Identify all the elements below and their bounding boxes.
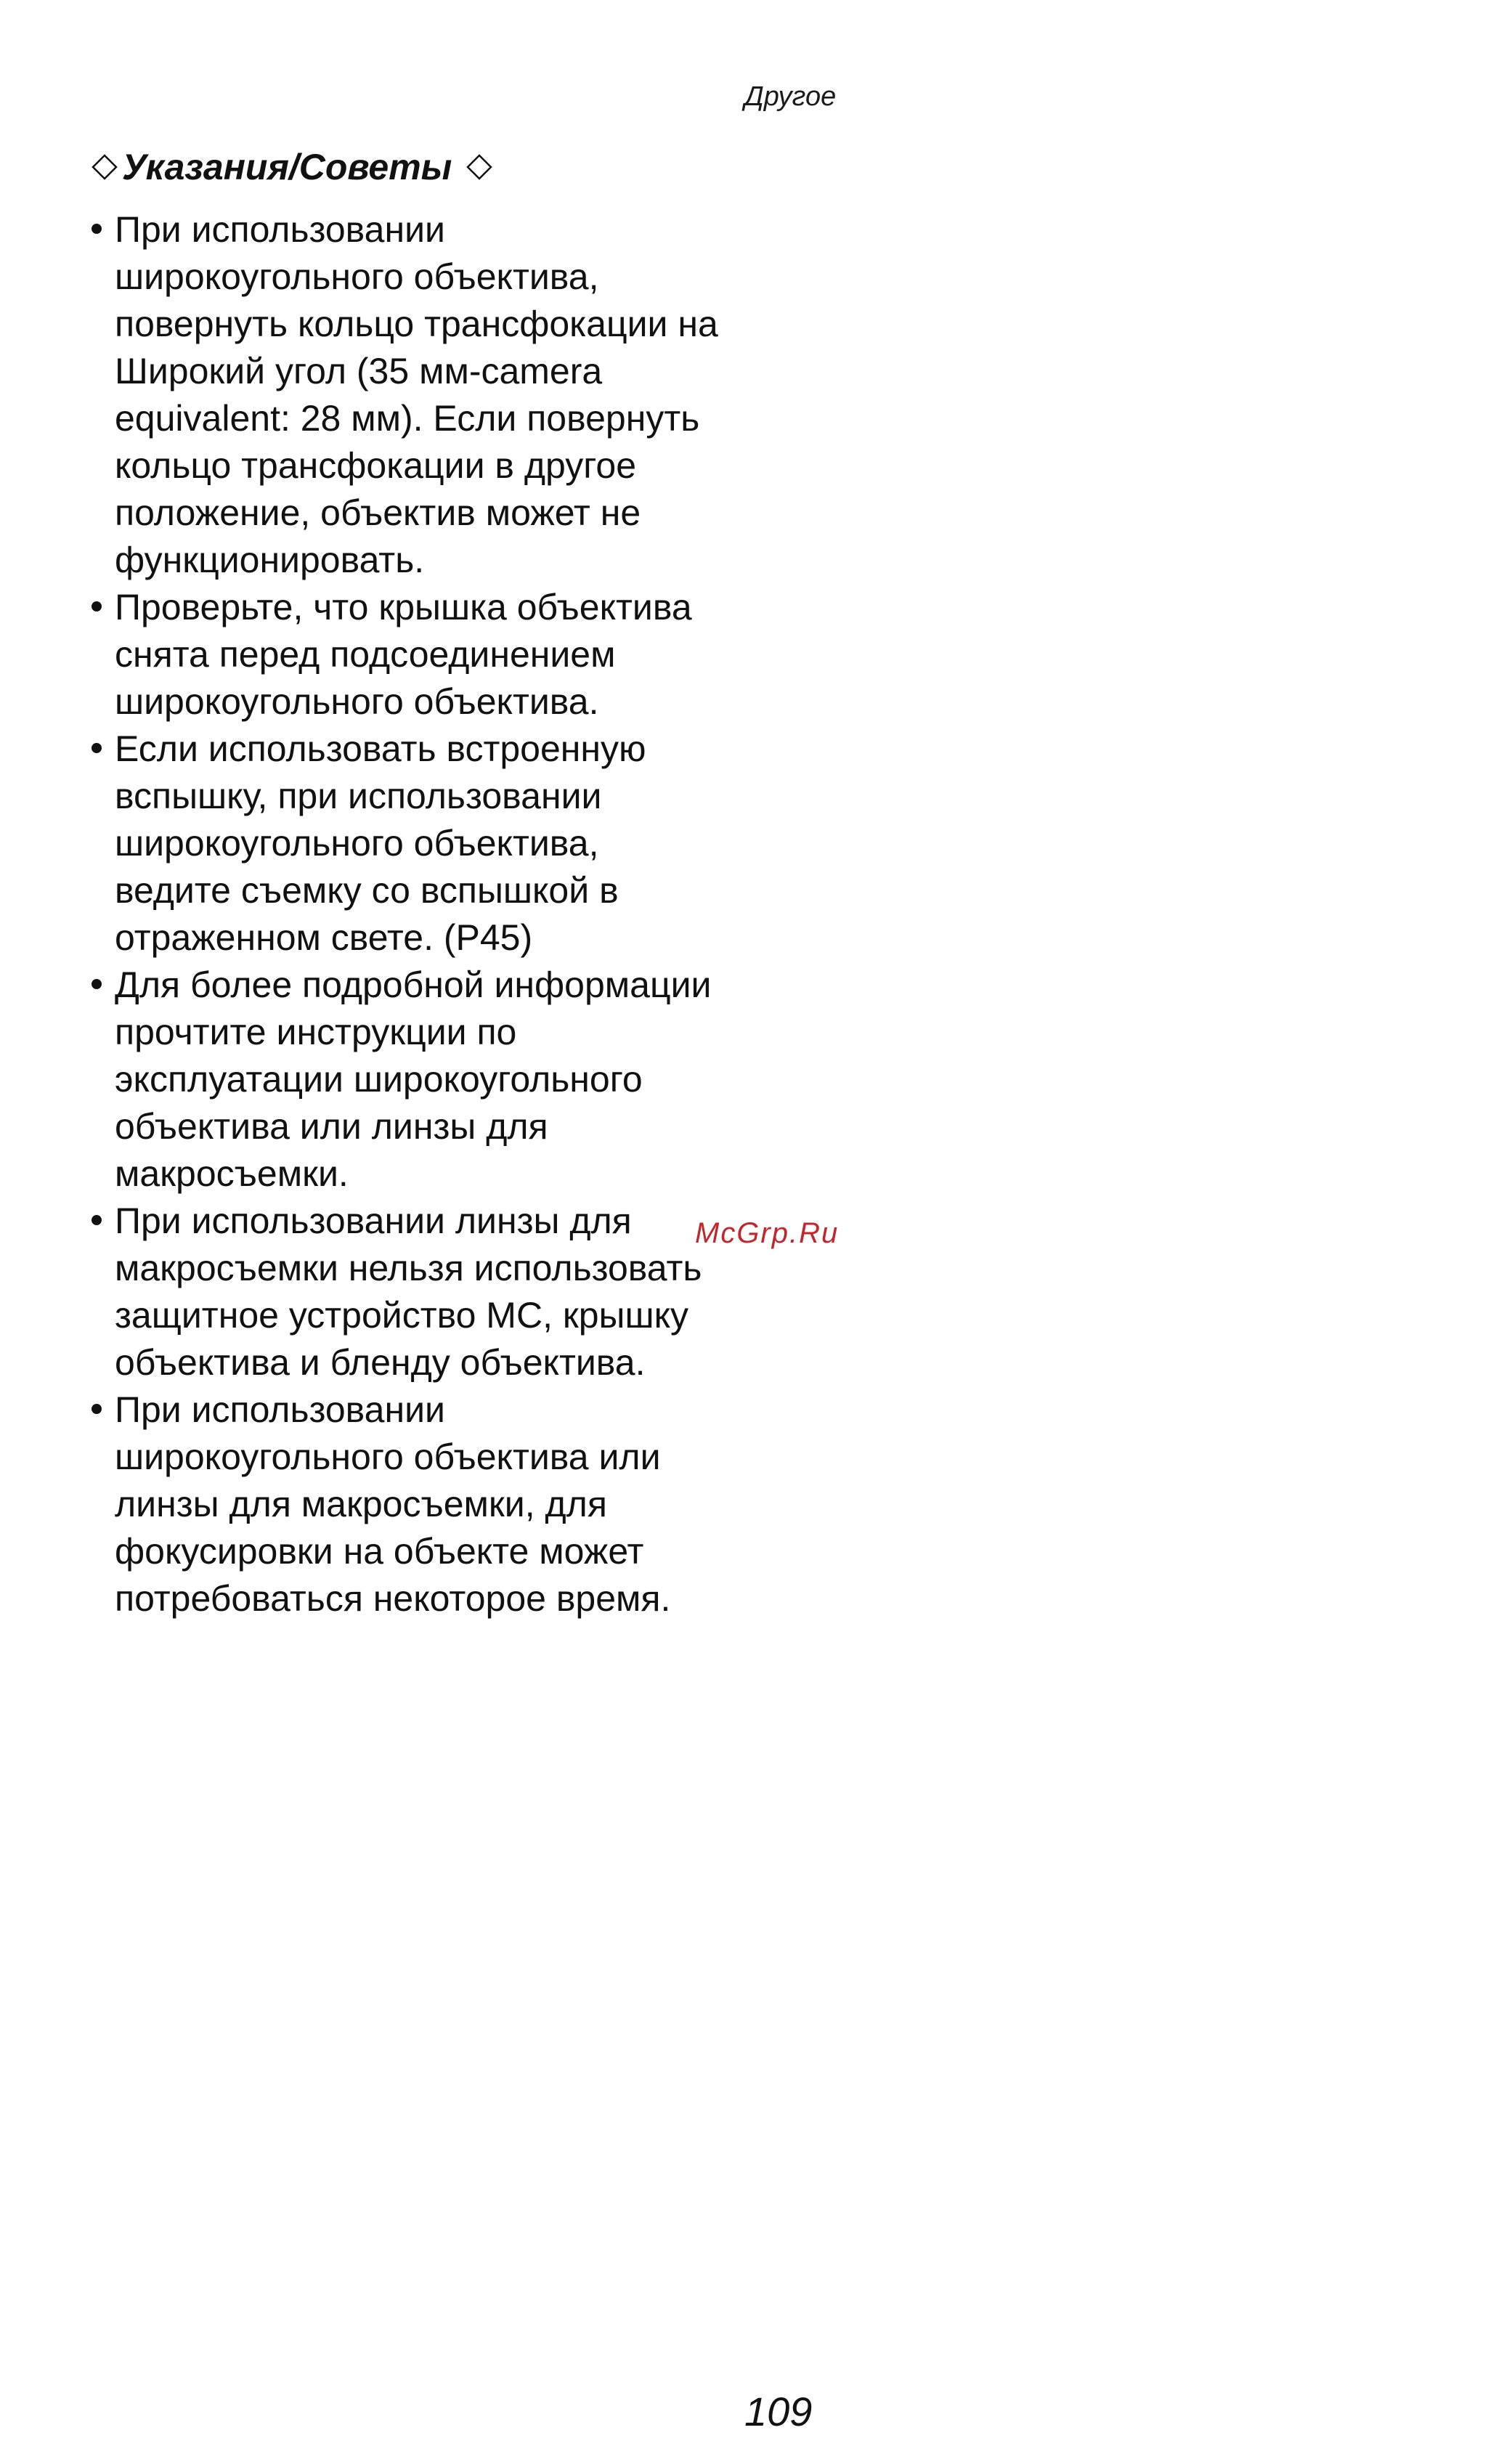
page-number: 109 — [744, 2389, 813, 2434]
tip-line: потребоваться некоторое время. — [115, 1578, 671, 1619]
watermark-text: McGrp.Ru — [695, 1217, 840, 1249]
tip-item — [86, 1198, 797, 1386]
tip-line: широкоугольного объектива, — [115, 256, 599, 297]
bullet-icon — [92, 979, 102, 989]
tip-line: отраженном свете. (P45) — [115, 917, 533, 958]
tip-line: макросъемки нельзя использовать — [115, 1248, 702, 1288]
tip-line: Широкий угол (35 мм-camera — [115, 351, 603, 391]
tip-line: защитное устройство МС, крышку — [115, 1295, 689, 1336]
tip-line: При использовании — [115, 1389, 445, 1430]
tip-item — [86, 1386, 797, 1622]
section-title-text: Указания/Советы — [122, 147, 452, 187]
bullet-icon — [92, 224, 102, 234]
tip-line: Если использовать встроенную — [115, 728, 646, 769]
tip-line: объектива или линзы для — [115, 1106, 548, 1147]
bullet-icon — [92, 1404, 102, 1414]
section-title — [92, 139, 492, 195]
tip-item — [86, 584, 797, 726]
tip-line: объектива и бленду объектива. — [115, 1342, 646, 1383]
tip-line: широкоугольного объектива. — [115, 681, 599, 722]
tip-line: фокусировки на объекте может — [115, 1531, 644, 1572]
tip-line: ведите съемку со вспышкой в — [115, 870, 619, 911]
tip-item — [86, 962, 797, 1198]
tip-line: кольцо трансфокации в другое — [115, 445, 637, 486]
tips-list — [86, 206, 797, 1622]
tip-line: повернуть кольцо трансфокации на — [115, 304, 718, 344]
tip-line: прочтите инструкции по — [115, 1012, 517, 1052]
tip-item — [86, 726, 797, 962]
tip-line: снята перед подсоединением — [115, 634, 616, 675]
tip-line: макросъемки. — [115, 1153, 349, 1194]
running-header: Другое — [744, 81, 837, 112]
tip-line: При использовании — [115, 209, 445, 250]
bullet-icon — [92, 1215, 102, 1225]
tip-line: положение, объектив может не — [115, 492, 641, 533]
tip-line: линзы для макросъемки, для — [115, 1484, 607, 1524]
tip-line: широкоугольного объектива или — [115, 1437, 661, 1477]
tip-item — [86, 206, 797, 584]
tip-line: При использовании линзы для — [115, 1200, 632, 1241]
tip-line: Для более подробной информации — [115, 964, 712, 1005]
diamond-outline-icon — [466, 154, 492, 180]
tip-line: функционировать. — [115, 540, 425, 580]
tip-line: широкоугольного объектива, — [115, 823, 599, 864]
bullet-icon — [92, 601, 102, 612]
tip-line: эксплуатации широкоугольного — [115, 1059, 643, 1100]
tip-line: equivalent: 28 мм). Если повернуть — [115, 398, 700, 439]
diamond-outline-icon — [92, 154, 118, 180]
tip-line: вспышку, при использовании — [115, 776, 602, 816]
tip-line: Проверьте, что крышка объектива — [115, 587, 692, 627]
bullet-icon — [92, 743, 102, 753]
